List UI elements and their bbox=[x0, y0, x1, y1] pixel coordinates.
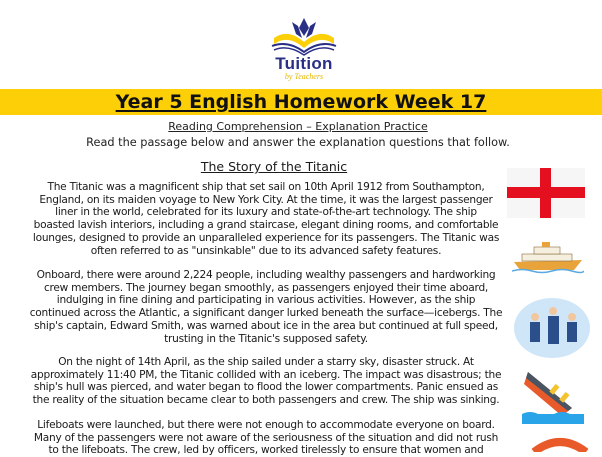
life-ring-icon bbox=[530, 436, 590, 452]
logo-wordmark: Tuition bbox=[275, 54, 333, 73]
england-flag-icon bbox=[507, 168, 585, 218]
story-title: The Story of the Titanic bbox=[200, 159, 348, 174]
instructions: Read the passage below and answer the explanation questions that follow. bbox=[86, 136, 510, 149]
sinking-ship-icon bbox=[522, 368, 584, 424]
page-title: Year 5 English Homework Week 17 bbox=[115, 91, 487, 113]
paragraph-3: On the night of 14th April, as the ship sailed under a starry sky, disaster struck. At approximately 11:40 PM, the Titanic collided with an iceberg. The impact was disastrous; the ship's hull was pierced, and water began to flood the lower compartments. Panic ensued as the reality of the situation became clear to both passengers and crew. The ship was sinking. bbox=[30, 356, 502, 407]
paragraph-4: Lifeboats were launched, but there were not enough to accommodate everyone on board. Many of the passengers were not aware of the seriousness of the situation and did not rush to the lifeboats. The crew, led by officers, worked tirelessly to ensure that women and bbox=[33, 419, 499, 457]
section-subtitle: Reading Comprehension – Explanation Practice bbox=[168, 120, 428, 133]
tuition-logo bbox=[266, 14, 342, 90]
paragraph-2: Onboard, there were around 2,224 people, including wealthy passengers and hardworking crew members. The journey began smoothly, as passengers enjoyed their time aboard, indulging in fine dining and participating in various activities. However, as the ship continued across the Atlantic, a significant danger lurked beneath the surface—icebergs. The ship's captain, Edward Smith, was warned about ice in the area but continued at full speed, trusting in the Titanic's supposed safety. bbox=[29, 269, 503, 345]
ship-crew-icon bbox=[512, 292, 592, 360]
book-logo-icon bbox=[266, 14, 342, 56]
cruise-ship-icon bbox=[512, 240, 584, 274]
logo-tagline: by Teachers bbox=[284, 72, 324, 81]
paragraph-1: The Titanic was a magnificent ship that set sail on 10th April 1912 from Southampton, England, on its maiden voyage to New York City. At the time, it was the largest passenger liner in the world, celebrated for its luxury and state-of-the-art technology. The ship boasted lavish interiors, including a grand staircase, elegant dining rooms, and comfortable lounges, designed to provide an unparalleled experience for its passengers. The Titanic was often referred to as "unsinkable" due to its advanced safety features. bbox=[32, 181, 500, 257]
